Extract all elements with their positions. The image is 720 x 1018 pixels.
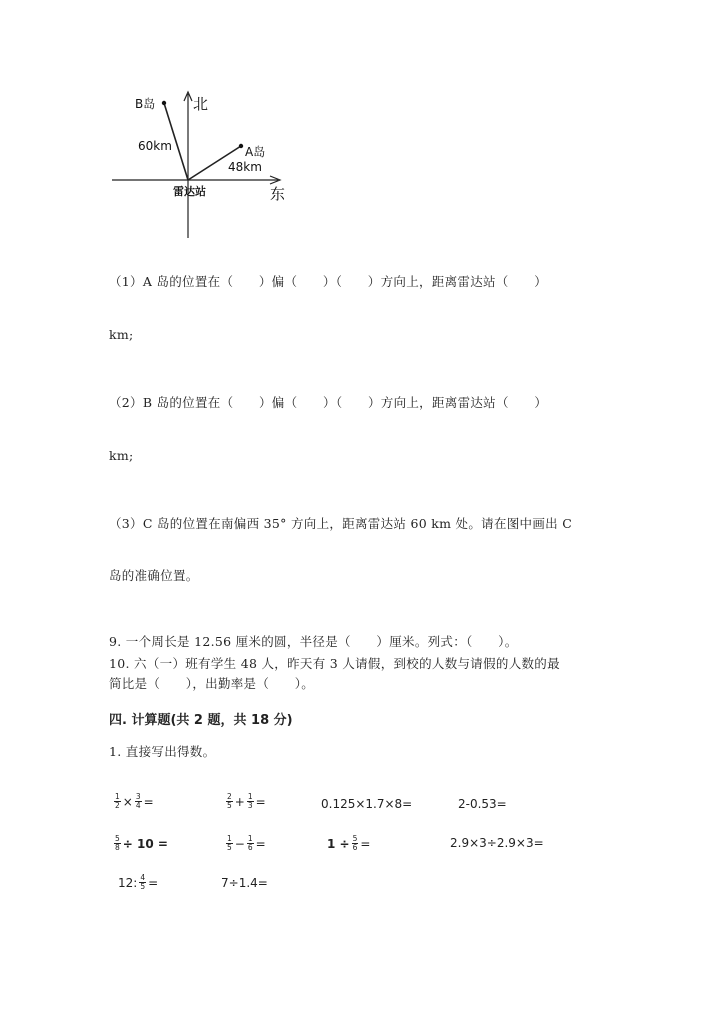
fraction: $\frac{1}{3}$ — [247, 792, 253, 810]
north-label: 北 — [193, 95, 209, 113]
calc-item-4: 2-0.53= — [458, 797, 507, 811]
section-4-title: 四. 计算题(共 2 题，共 18 分) — [109, 713, 293, 728]
question-1-line-2: km; — [109, 327, 134, 342]
calc-item-9: 12: $\frac{4}{5}$ = — [118, 873, 159, 891]
calc-item-1: $\frac{1}{2}$ × $\frac{3}{4}$ = — [115, 792, 154, 810]
b-island-dot — [162, 101, 166, 105]
a-island-dot — [239, 144, 243, 148]
fraction: $\frac{4}{5}$ — [140, 873, 146, 891]
fraction: $\frac{1}{2}$ — [115, 792, 120, 810]
fraction: $\frac{2}{5}$ — [227, 792, 232, 810]
question-1-line-1: （1）A 岛的位置在（ ）偏（ ）（ ）方向上，距离雷达站（ ） — [109, 274, 548, 289]
calc-item-6: $\frac{1}{5}$ − $\frac{1}{6}$ = — [227, 834, 266, 852]
radar-station-label: 雷达站 — [173, 185, 206, 198]
b-island-label: B岛 — [135, 97, 156, 111]
question-3-line-1: （3）C 岛的位置在南偏西 35° 方向上，距离雷达站 60 km 处。请在图中画出 C — [109, 516, 573, 531]
b-distance-label: 60km — [138, 139, 172, 153]
question-9: 9. 一个周长是 12.56 厘米的圆，半径是（ ）厘米。列式：（ ）。 — [109, 634, 518, 649]
a-island-label: A岛 — [245, 145, 266, 159]
subquestion-1-title: 1. 直接写出得数。 — [109, 744, 216, 759]
calc-item-10: 7÷1.4= — [221, 876, 268, 890]
calc-item-8: 2.9×3÷2.9×3= — [450, 836, 544, 850]
question-10-line-2: 简比是（ ），出勤率是（ ）。 — [109, 676, 315, 691]
a-distance-label: 48km — [228, 160, 262, 174]
fraction: $\frac{3}{4}$ — [135, 792, 141, 810]
question-2-line-1: （2）B 岛的位置在（ ）偏（ ）（ ）方向上，距离雷达站（ ） — [109, 395, 548, 410]
fraction: $\frac{5}{6}$ — [352, 834, 358, 852]
fraction: $\frac{1}{6}$ — [247, 834, 253, 852]
fraction: $\frac{1}{5}$ — [227, 834, 232, 852]
question-2-line-2: km; — [109, 448, 134, 463]
fraction: $\frac{5}{8}$ — [115, 834, 120, 852]
question-10-line-1: 10. 六（一）班有学生 48 人，昨天有 3 人请假，到校的人数与请假的人数的最 — [109, 656, 560, 671]
calc-item-7: 1 ÷ $\frac{5}{6}$ = — [327, 834, 371, 852]
calc-item-5: $\frac{5}{8}$ ÷ 10 = — [115, 834, 168, 852]
calc-item-2: $\frac{2}{5}$ + $\frac{1}{3}$ = — [227, 792, 266, 810]
calc-item-3: 0.125×1.7×8= — [321, 797, 413, 811]
question-3-line-2: 岛的准确位置。 — [109, 568, 199, 583]
east-label: 东 — [270, 185, 286, 203]
direction-diagram — [100, 80, 300, 245]
